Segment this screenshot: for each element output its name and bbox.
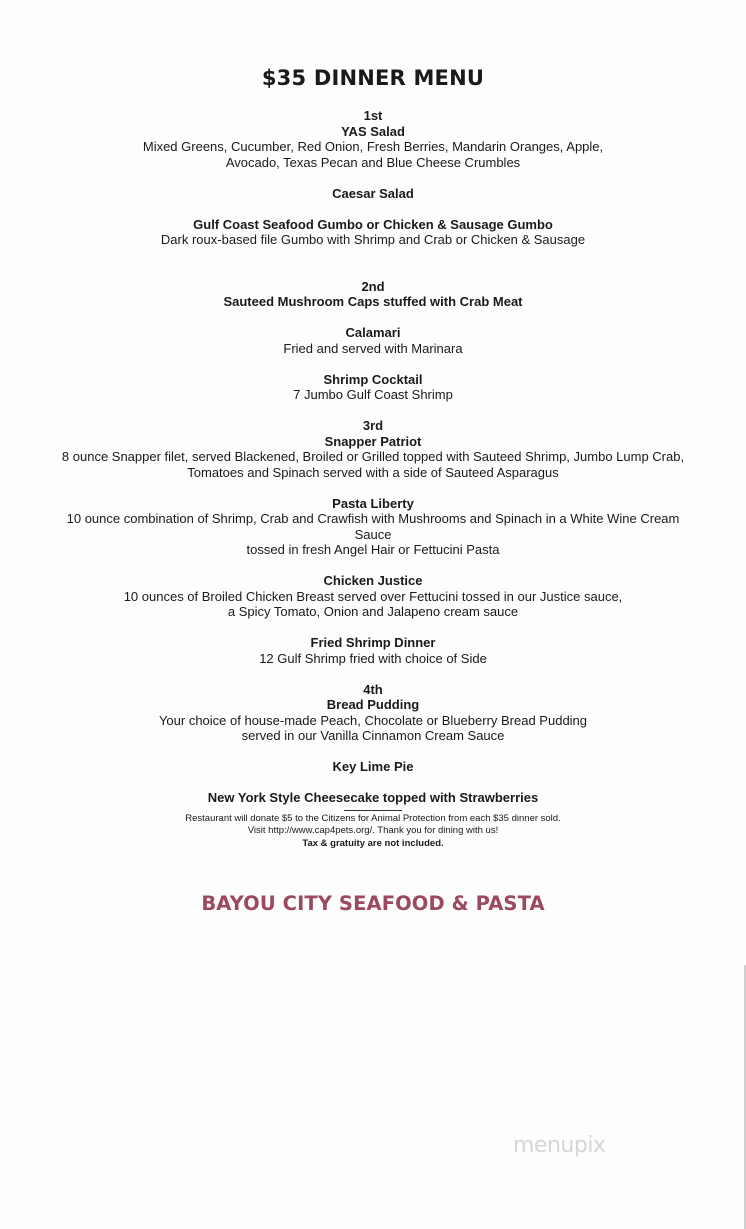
item-desc: 8 ounce Snapper filet, served Blackened, Broiled or Grilled topped with Sauteed Shrimp, Jumbo Lump Crab, bbox=[61, 449, 685, 464]
item-desc: Mixed Greens, Cucumber, Red Onion, Fresh Berries, Mandarin Oranges, Apple, bbox=[142, 139, 604, 154]
item-name: Bread Pudding bbox=[326, 697, 420, 712]
course-label: 1st bbox=[363, 108, 383, 123]
tax-note: Tax & gratuity are not included. bbox=[302, 837, 444, 849]
item-desc: Dark roux-based file Gumbo with Shrimp and Crab or Chicken & Sausage bbox=[160, 232, 586, 247]
item-desc: a Spicy Tomato, Onion and Jalapeno cream sauce bbox=[227, 604, 519, 619]
item-desc: Your choice of house-made Peach, Chocolate or Blueberry Bread Pudding bbox=[158, 712, 588, 728]
item-name: Chicken Justice bbox=[323, 573, 423, 588]
item-name: Fried Shrimp Dinner bbox=[310, 635, 436, 650]
donation-note: Restaurant will donate $5 to the Citizens for Animal Protection from each $35 dinner sold. bbox=[185, 812, 561, 824]
item-name: Calamari bbox=[345, 325, 401, 340]
item-desc: served in our Vanilla Cinnamon Cream Sauce bbox=[241, 728, 505, 743]
course-3 bbox=[0, 418, 746, 666]
item-desc: Sauce bbox=[354, 526, 392, 542]
website-note: Visit http://www.cap4pets.org/. Thank you for dining with us! bbox=[247, 825, 499, 836]
item-desc: Fried and served with Marinara bbox=[283, 340, 463, 356]
course-4 bbox=[0, 682, 746, 806]
item-name: Pasta Liberty bbox=[332, 495, 414, 511]
item-desc: 10 ounces of Broiled Chicken Breast served over Fettucini tossed in our Justice sauce, bbox=[123, 588, 623, 604]
item-name: Sauteed Mushroom Caps stuffed with Crab Meat bbox=[223, 294, 523, 309]
item-name: Caesar Salad bbox=[332, 185, 414, 201]
course-1 bbox=[0, 108, 746, 248]
item-name: Key Lime Pie bbox=[332, 759, 414, 774]
item-name: Snapper Patriot bbox=[324, 433, 422, 449]
item-name: New York Style Cheesecake topped with Strawberries bbox=[207, 790, 539, 805]
item-name: YAS Salad bbox=[341, 123, 405, 139]
item-desc: 7 Jumbo Gulf Coast Shrimp bbox=[293, 387, 453, 402]
course-label: 4th bbox=[363, 681, 383, 697]
item-desc: 12 Gulf Shrimp fried with choice of Side bbox=[259, 650, 487, 666]
menupix-watermark: menupix bbox=[513, 1133, 606, 1158]
restaurant-brand: BAYOU CITY SEAFOOD & PASTA bbox=[201, 892, 545, 915]
course-label: 3rd bbox=[362, 418, 384, 433]
item-desc: 10 ounce combination of Shrimp, Crab and Crawfish with Mushrooms and Spinach in a White Wine Cream bbox=[66, 511, 680, 526]
item-name: Gulf Coast Seafood Gumbo or Chicken & Sausage Gumbo bbox=[193, 216, 553, 232]
course-2 bbox=[0, 279, 746, 403]
menu-title: $35 DINNER MENU bbox=[261, 66, 485, 90]
course-label: 2nd bbox=[361, 278, 385, 294]
item-desc: Tomatoes and Spinach served with a side of Sauteed Asparagus bbox=[187, 464, 559, 480]
item-name: Shrimp Cocktail bbox=[323, 371, 423, 387]
item-desc: tossed in fresh Angel Hair or Fettucini Pasta bbox=[246, 542, 500, 557]
footnote bbox=[0, 813, 746, 851]
footnote-divider bbox=[344, 810, 402, 811]
menu-body bbox=[0, 108, 746, 850]
item-desc: Avocado, Texas Pecan and Blue Cheese Crumbles bbox=[225, 154, 521, 170]
